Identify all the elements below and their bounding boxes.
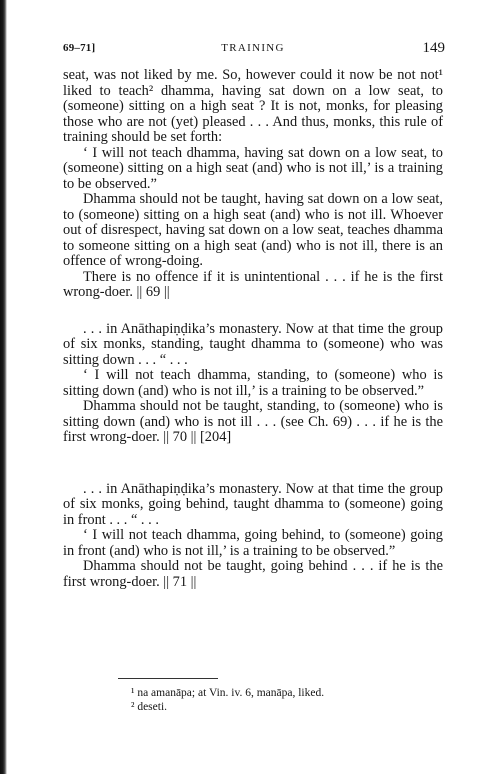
paragraph: There is no offence if it is unintentional . . . if he is the first wrong-doer. || 69 ||: [63, 268, 443, 300]
paragraph: ‘ I will not teach dhamma, standing, to (someone) who is sitting down (and) who is not ill,’ is a training to be observed.”: [63, 367, 443, 399]
paragraph: seat, was not liked by me. So, however could it now be not not¹ liked to teach² dhamma, having sat down on a low seat, to (someone) sitting on a high seat ? It is not, monks, for pleasing those who are not (yet) pleased . . . And thus, monks, this rule of training should be set forth:: [63, 67, 443, 145]
paragraph: . . . in Anāthapiṇḍika’s monastery. Now at that time the group of six monks, standing, taught dhamma to (someone) who was sitting down . . . “ . . .: [63, 320, 443, 368]
paragraph: ‘ I will not teach dhamma, having sat down on a low seat, to (someone) sitting on a high seat (and) who is not ill,’ is a training to be observed.”: [63, 144, 443, 192]
paragraph: Dhamma should not be taught, having sat down on a low seat, to (someone) sitting on a high seat (and) who is not ill. Whoever out of disrespect, having sat down on a low seat, teaches dhamma to someone sitting on a high seat (and) who is not ill, there is an offence of wrong-doing.: [63, 191, 443, 269]
running-header: [63, 42, 443, 58]
footnotes: [131, 686, 324, 714]
section-gap: [63, 446, 443, 482]
running-title: TRAINING: [221, 42, 285, 54]
section-gap: [63, 301, 443, 322]
footnote-rule: [118, 678, 218, 679]
body-text: [63, 68, 443, 590]
section-range: 69–71]: [63, 42, 96, 54]
footnote: ² deseti.: [131, 701, 168, 713]
book-spine-shadow: [0, 0, 7, 774]
footnote: ¹ na amanāpa; at Vin. iv. 6, manāpa, liked.: [131, 687, 325, 699]
paragraph: ‘ I will not teach dhamma, going behind, to (someone) going in front (and) who is not ill,’ is a training to be observed.”: [63, 527, 443, 559]
paragraph: . . . in Anāthapiṇḍika’s monastery. Now at that time the group of six monks, going behind, taught dhamma to (someone) going in front . . . “ . . .: [63, 480, 443, 528]
paragraph: Dhamma should not be taught, going behind . . . if he is the first wrong-doer. || 71 ||: [63, 558, 443, 590]
page-number: 149: [422, 40, 445, 56]
paragraph: Dhamma should not be taught, standing, to (someone) who is sitting down (and) who is not ill . . . (see Ch. 69) . . . if he is the first wrong-doer. || 70 || [204]: [63, 398, 443, 445]
